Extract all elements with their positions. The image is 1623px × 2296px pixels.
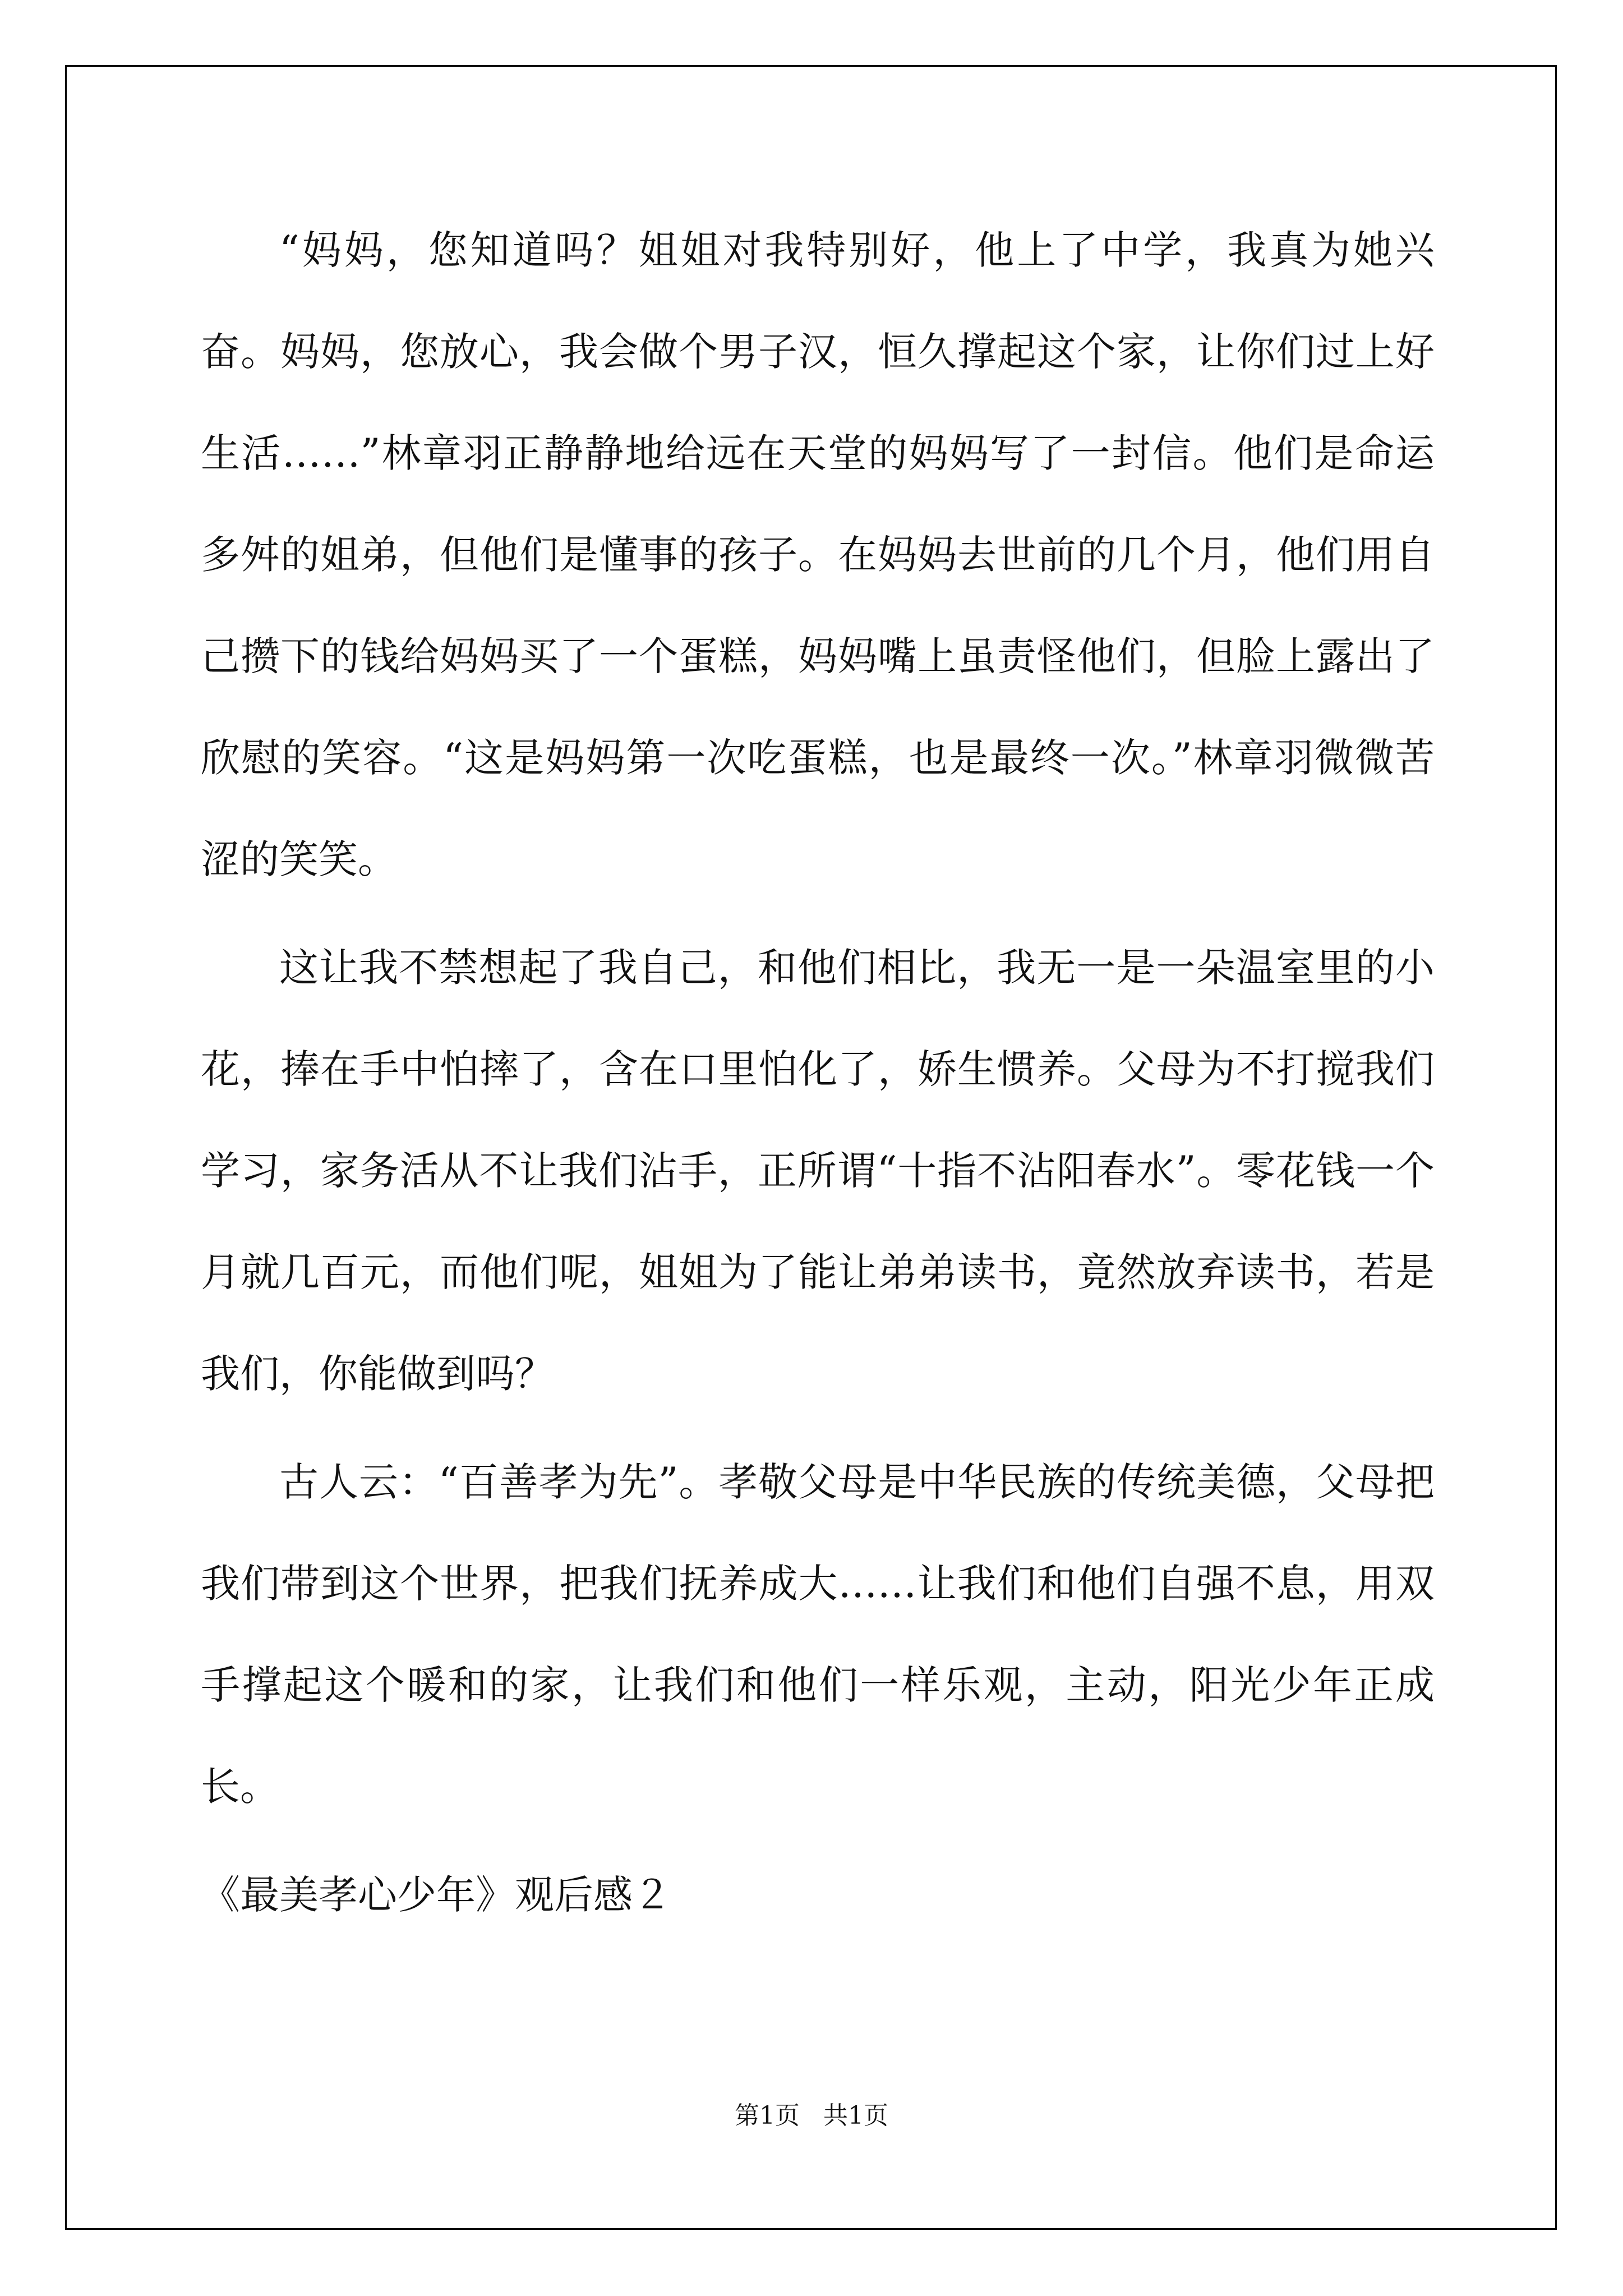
- section-heading: 《最美孝心少年》观后感２: [201, 1872, 672, 1918]
- document-body: [201, 200, 1435, 1946]
- paragraph-2: 这让我不禁想起了我自己，和他们相比，我无一是一朵温室里的小花，捧在手中怕摔了，含在口里怕化了，娇生惯养。父母为不打搅我们学习，家务活从不让我们沾手，正所谓“十指不沾阳春水”。零花钱一个月就几百元，而他们呢，姐姐为了能让弟弟读书，竟然放弃读书，若是我们，你能做到吗？: [201, 945, 1435, 1397]
- paragraph-1: “妈妈，您知道吗？姐姐对我特别好，他上了中学，我真为她兴奋。妈妈，您放心，我会做个男子汉，恒久撑起这个家，让你们过上好生活……”林章羽正静静地给远在天堂的妈妈写了一封信。他们是命运多舛的姐弟，但他们是懂事的孩子。在妈妈去世前的几个月，他们用自己攒下的钱给妈妈买了一个蛋糕，妈妈嘴上虽责怪他们，但脸上露出了欣慰的笑容。“这是妈妈第一次吃蛋糕，也是最终一次。”林章羽微微苦涩的笑笑。: [201, 227, 1435, 882]
- paragraph-3: 古人云：“百善孝为先”。孝敬父母是中华民族的传统美德，父母把我们带到这个世界，把我们抚养成大……让我们和他们自强不息，用双手撑起这个暖和的家，让我们和他们一样乐观，主动，阳光少年正成长。: [201, 1459, 1435, 1810]
- page-footer: 第1页 共1页: [735, 2101, 888, 2130]
